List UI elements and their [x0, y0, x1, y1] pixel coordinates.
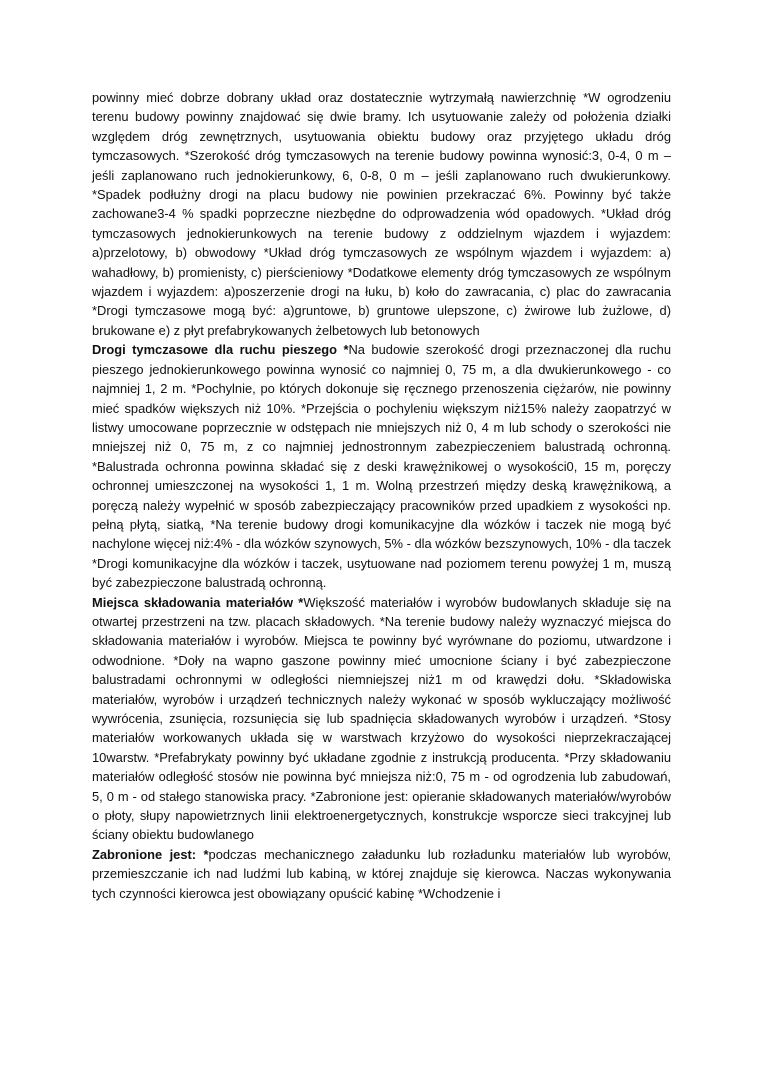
section-heading-pedestrian-roads: Drogi tymczasowe dla ruchu pieszego * [92, 342, 349, 358]
paragraph-prohibited [92, 845, 671, 903]
paragraph-text: podczas mechanicznego załadunku lub rozładunku materiałów lub wyrobów, przemieszczanie ich nad ludźmi lub kabiną, w której znajduje się kierowca. Naczas wykonywania tych czynności kierowca jest obowiązany opuścić kabinę *Wchodzenie i [92, 846, 671, 901]
section-heading-prohibited: Zabronione jest: * [92, 846, 209, 862]
section-heading-storage-places: Miejsca składowania materiałów * [92, 594, 304, 610]
paragraph-storage-places [92, 593, 671, 845]
paragraph-text: powinny mieć dobrze dobrany układ oraz dostatecznie wytrzymałą nawierzchnię *W ogrodzeniu terenu budowy powinny znajdować się dwie bramy. Ich usytuowanie zależy od położenia działki względem dróg zewnętrznych, usytuowania obiektu budowy oraz przyjętego układu dróg tymczasowych. *Szerokość dróg tymczasowych na terenie budowy powinna wynosić:3, 0-4, 0 m – jeśli zaplanowano ruch jednokierunkowy, 6, 0-8, 0 m – jeśli zaplanowano ruch dwukierunkowy. *Spadek podłużny drogi na placu budowy nie powinien przekraczać 6%. Powinny być także zachowane3-4 % spadki poprzeczne niezbędne do odprowadzenia wód opadowych. *Układ dróg tymczasowych jednokierunkowych na terenie budowy z oddzielnym wjazdem i wyjazdem: a)przelotowy, b) obwodowy *Układ dróg tymczasowych ze wspólnym wjazdem i wyjazdem: a) wahadłowy, b) promienisty, c) pierścieniowy *Dodatkowe elementy dróg tymczasowych ze wspólnym wjazdem i wyjazdem: a)poszerzenie drogi na łuku, b) koło do zawracania, c) plac do zawracania *Drogi tymczasowe mogą być: a)gruntowe, b) gruntowe ulepszone, c) żwirowe lub żużlowe, d) brukowane e) z płyt prefabrykowanych żelbetowych lub betonowych [92, 90, 671, 338]
document-body [92, 88, 671, 903]
paragraph-roads-general [92, 88, 671, 340]
paragraph-pedestrian-roads [92, 340, 671, 592]
paragraph-text: Na budowie szerokość drogi przeznaczonej dla ruchu pieszego jednokierunkowego powinna wynosić co najmniej 0, 75 m, a dla dwukierunkowego - co najmniej 1, 2 m. *Pochylnie, po których dokonuje się ręcznego przenoszenia ciężarów, nie powinny mieć spadków większych niż 10%. *Przejścia o pochyleniu większym niż15% należy zaopatrzyć w listwy umocowane poprzecznie w odstępach nie mniejszych niż 0, 4 m lub schody o szerokości nie mniejszej niż 0, 75 m, z co najmniej jednostronnym zabezpieczeniem balustradą ochronną. *Balustrada ochronna powinna składać się z deski krawężnikowej o wysokości0, 15 m, poręczy ochronnej umieszczonej na wysokości 1, 1 m. Wolną przestrzeń między deską krawężnikową, a poręczą należy wypełnić w sposób zabezpieczający pracowników przed upadkiem z wysokości np. pełną płytą, siatką, *Na terenie budowy drogi komunikacyjne dla wózków i taczek nie mogą być nachylone więcej niż:4% - dla wózków szynowych, 5% - dla wózków bezszynowych, 10% - dla taczek *Drogi komunikacyjne dla wózków i taczek, usytuowane nad poziomem terenu powyżej 1 m, muszą być zabezpieczone balustradą ochronną. [92, 342, 671, 591]
paragraph-text: Większość materiałów i wyrobów budowlanych składuje się na otwartej przestrzeni na tzw. placach składowych. *Na terenie budowy należy wyznaczyć miejsca do składowania materiałów i wyrobów. Miejsca te powinny być wyrównane do poziomu, utwardzone i odwodnione. *Doły na wapno gaszone powinny mieć umocnione ściany i być zabezpieczone balustradami ochronnymi w odległości niemniejszej niż1 m od krawędzi dołu. *Składowiska materiałów, wyrobów i urządzeń technicznych należy wykonać w sposób wykluczający możliwość wywrócenia, zsunięcia, rozsunięcia się lub spadnięcia składowanych wyrobów i urządzeń. *Stosy materiałów workowanych układa się w warstwach krzyżowo do wysokości nieprzekraczającej 10warstw. *Prefabrykaty powinny być układane zgodnie z instrukcją producenta. *Przy składowaniu materiałów odległość stosów nie powinna być mniejsza niż:0, 75 m - od ogrodzenia lub zabudowań, 5, 0 m - od stałego stanowiska pracy. *Zabronione jest: opieranie składowanych materiałów/wyrobów o płoty, słupy napowietrznych linii elektroenergetycznych, konstrukcje wsporcze sieci trakcyjnej lub ściany obiektu budowlanego [92, 594, 671, 843]
